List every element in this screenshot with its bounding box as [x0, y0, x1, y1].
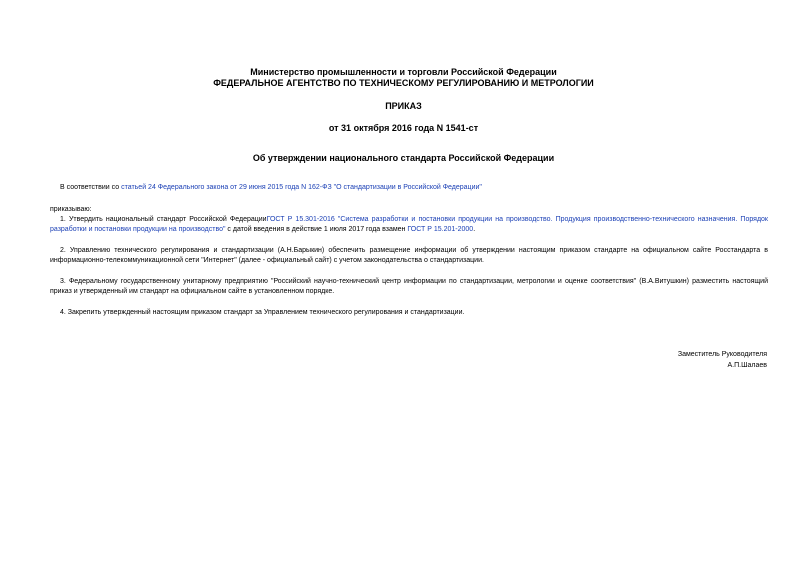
intro-paragraph — [60, 183, 760, 193]
gost-15-301-link[interactable]: ГОСТ Р 15.301-2016 "Система разработки и постановки продукции на производство. Продукция производственно-технического назначения. Порядок разработки и постановки продукции на производство" — [50, 216, 768, 233]
agency-name: ФЕДЕРАЛЬНОЕ АГЕНТСТВО ПО ТЕХНИЧЕСКОМУ РЕГУЛИРОВАНИЮ И МЕТРОЛОГИИ — [213, 78, 594, 88]
signatory-position: Заместитель Руководителя — [677, 351, 767, 358]
p1-prefix: 1. Утвердить национальный стандарт Российской Федерации — [60, 216, 267, 223]
ministry-name: Министерство промышленности и торговли Российской Федерации — [250, 67, 557, 77]
paragraph-3: 3. Федеральному государственному унитарному предприятию "Российский научно-технический центр информации по стандартизации, метрологии и оценке соответствия" (В.А.Витушкин) разместить настоящий приказ и утвержденный им стандарт на официальном сайте в установленном порядке. — [50, 278, 768, 295]
federal-law-link[interactable]: статьей 24 Федерального закона от 29 июня 2015 года N 162-ФЗ "О стандартизации в Российской Федерации" — [121, 184, 482, 191]
gost-15-201-link[interactable]: ГОСТ Р 15.201-2000 — [407, 226, 474, 233]
document-title: Об утверждении национального стандарта Российской Федерации — [252, 153, 555, 163]
intro-prefix: В соответствии со — [60, 184, 122, 191]
paragraph-4: 4. Закрепить утвержденный настоящим приказом стандарт за Управлением технического регулирования и стандартизации. — [60, 309, 465, 316]
prikazyvayu-label: приказываю: — [50, 206, 92, 213]
document-date-number: от 31 октября 2016 года N 1541-ст — [328, 123, 479, 133]
p1-suffix: . — [473, 226, 476, 233]
p1-middle: с датой введения в действие 1 июля 2017 года взамен — [225, 226, 408, 233]
paragraph-2: 2. Управлению технического регулирования и стандартизации (А.Н.Барыкин) обеспечить размещение информации об утверждении настоящим приказом стандарте на официальном сайте Росстандарта в информационно-телекоммуникационной сети "Интернет" (далее - официальный сайт) с учетом законодательства о стандартизации. — [50, 247, 768, 264]
signatory-name: А.П.Шалаев — [727, 362, 767, 369]
document-type: ПРИКАЗ — [385, 101, 422, 111]
paragraph-1 — [50, 215, 768, 235]
